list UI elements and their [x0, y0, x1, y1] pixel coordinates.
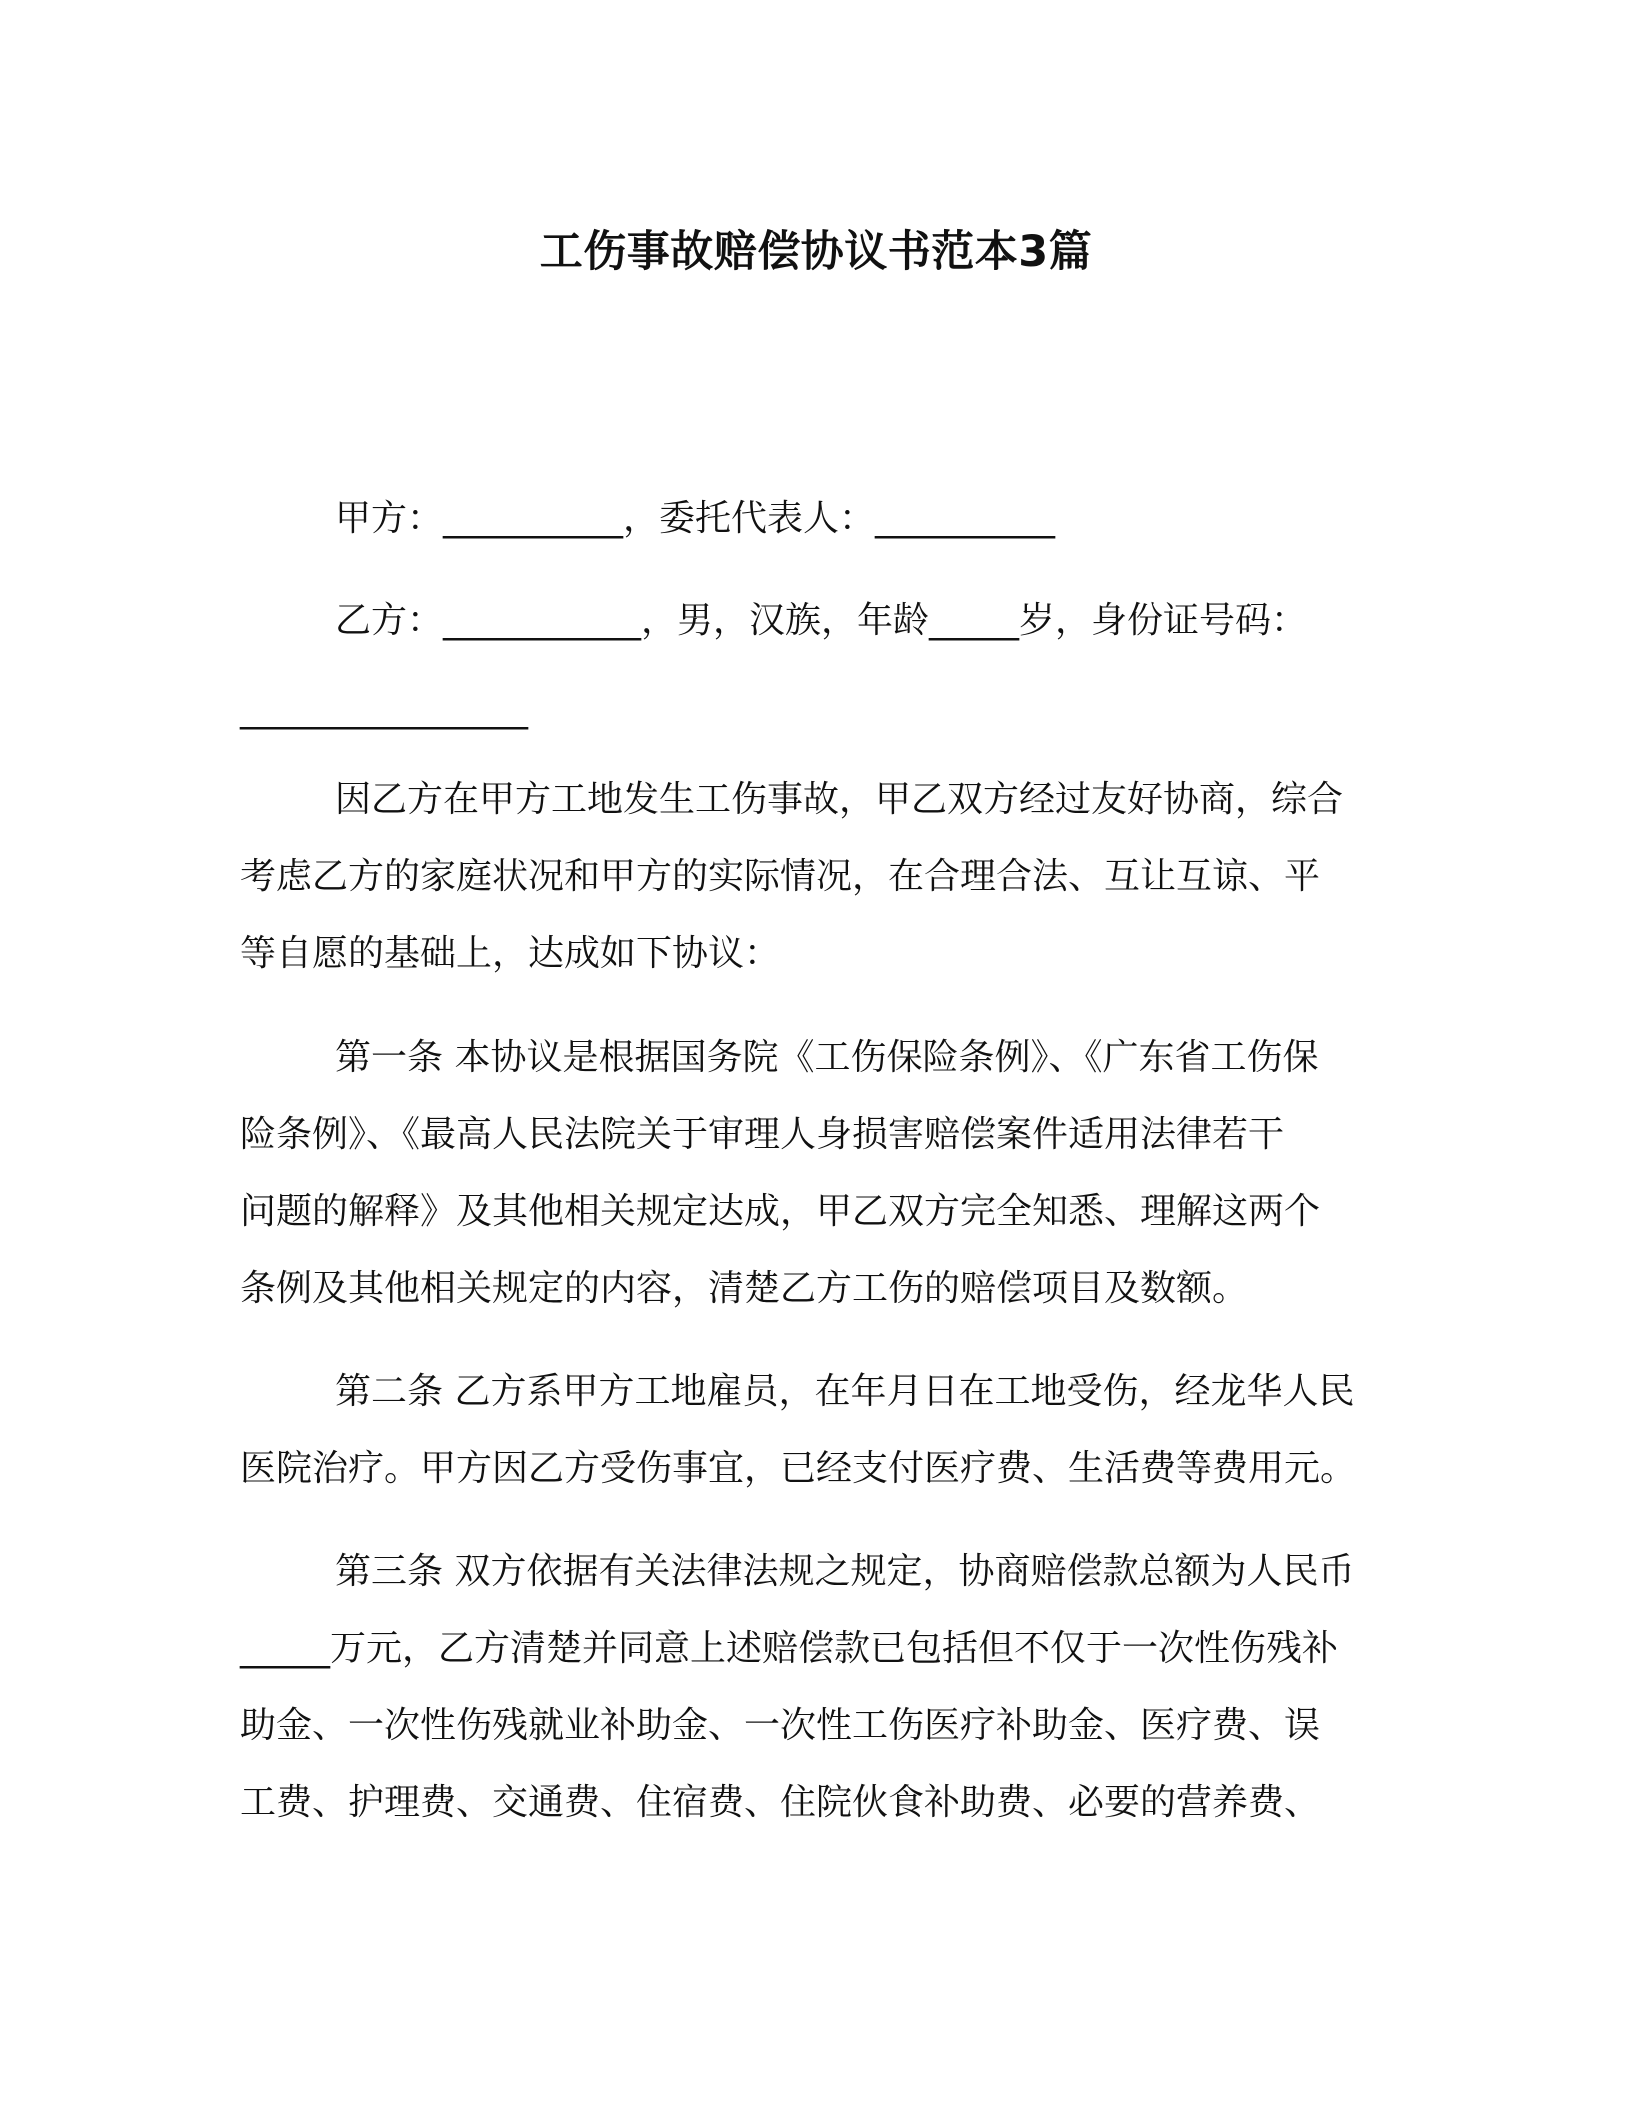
article-3-line: _____万元，乙方清楚并同意上述赔偿款已包括但不仅于一次性伤残补	[240, 1628, 1339, 1669]
intro-line: 考虑乙方的家庭状况和甲方的实际情况，在合理合法、互让互谅、平	[240, 856, 1321, 897]
document-title: 工伤事故赔偿协议书范本3篇	[539, 227, 1093, 277]
article-1-line: 问题的解释》及其他相关规定达成，甲乙双方完全知悉、理解这两个	[240, 1191, 1321, 1232]
intro-line: 等自愿的基础上，达成如下协议：	[240, 933, 781, 974]
article-1-line: 第一条 本协议是根据国务院《工伤保险条例》、《广东省工伤保	[335, 1037, 1319, 1078]
article-3-line: 第三条 双方依据有关法律法规之规定，协商赔偿款总额为人民币	[335, 1551, 1355, 1592]
intro-line: 因乙方在甲方工地发生工伤事故，甲乙双方经过友好协商，综合	[335, 779, 1344, 820]
article-1-line: 险条例》、《最高人民法院关于审理人身损害赔偿案件适用法律若干	[240, 1114, 1285, 1155]
article-1-line: 条例及其他相关规定的内容，清楚乙方工伤的赔偿项目及数额。	[240, 1268, 1249, 1309]
article-2-line: 医院治疗。甲方因乙方受伤事宜，已经支付医疗费、生活费等费用元。	[240, 1448, 1357, 1489]
article-2-line: 第二条 乙方系甲方工地雇员，在年月日在工地受伤，经龙华人民	[335, 1371, 1355, 1412]
article-3-line: 工费、护理费、交通费、住宿费、住院伙食补助费、必要的营养费、	[240, 1782, 1321, 1823]
party-a-line: 甲方：__________，委托代表人：__________	[335, 498, 1056, 539]
party-b-id-line: ________________	[240, 689, 528, 730]
party-b-line: 乙方：___________，男，汉族，年龄_____岁，身份证号码：	[335, 600, 1308, 641]
article-3-line: 助金、一次性伤残就业补助金、一次性工伤医疗补助金、医疗费、误	[240, 1705, 1321, 1746]
